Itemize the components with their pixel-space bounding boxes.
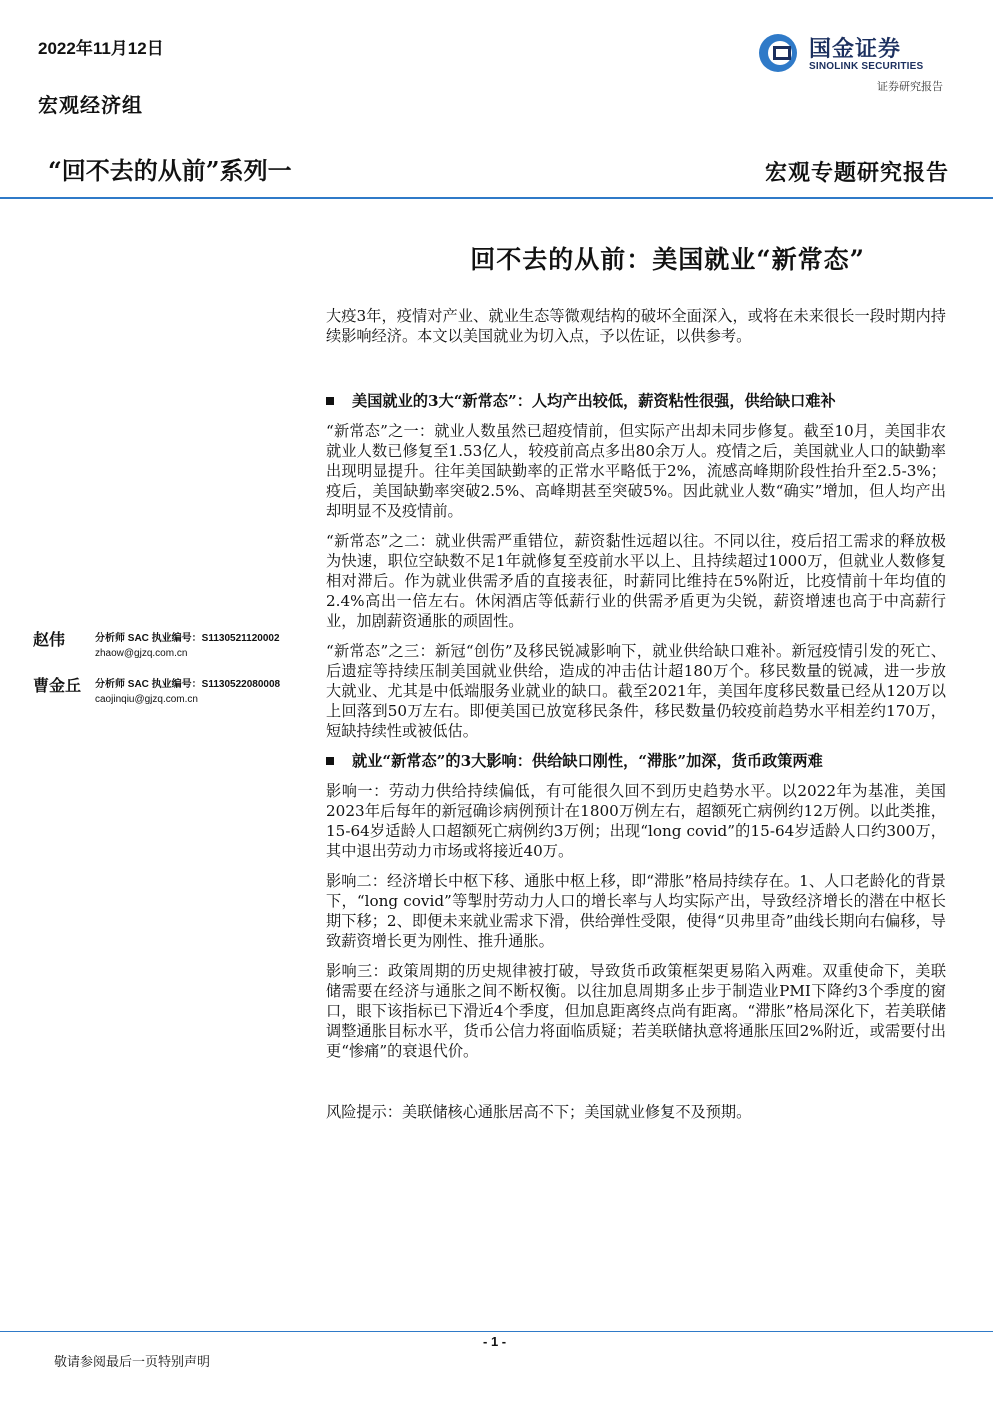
paragraph: “新常态”之二：就业供需严重错位，薪资黏性远超以往。不同以往，疫后招工需求的释放极为快速，职位空缺数不足1年就修复至疫前水平以上、且持续超过1000万，但就业人数修复相对滞后。作为就业供需矛盾的直接表征，时薪同比维持在5%附近，比疫情前十年均值的2.4%高出一倍左右。休闲酒店等低薪行业的供需矛盾更为尖锐，薪资增速也高于中高薪行业，加剧薪资通胀的顽固性。 <box>326 532 946 630</box>
square-bullet-icon <box>326 397 334 405</box>
analyst-info <box>95 677 280 707</box>
report-title: 回不去的从前：美国就业“新常态” <box>470 245 865 274</box>
section-heading-1 <box>326 391 836 411</box>
analyst-sac-id: S1130522080008 <box>201 679 281 690</box>
header-divider <box>0 197 993 199</box>
logo-chinese-name: 国金证券 <box>809 37 902 62</box>
report-type: 宏观专题研究报告 <box>764 160 949 186</box>
paragraph: “新常态”之一：就业人数虽然已超疫情前，但实际产出却未同步修复。截至10月，美国非农就业人数已修复至1.53亿人，较疫前高点多出80余万人。疫情之后，美国就业人口的缺勤率出现明显提升。往年美国缺勤率的正常水平略低于2%，流感高峰期阶段性抬升至2.5-3%；疫后，美国缺勤率突破2.5%、高峰期甚至突破5%。因此就业人数“确实”增加，但人均产出却明显不及疫情前。 <box>326 422 946 520</box>
analyst-info <box>95 631 280 661</box>
risk-warning: 风险提示：美联储核心通胀居高不下；美国就业修复不及预期。 <box>326 1103 752 1121</box>
square-bullet-icon <box>326 757 334 765</box>
page-number: - 1 - <box>483 1334 507 1349</box>
analyst-name: 曹金丘 <box>33 676 82 695</box>
abstract <box>326 306 946 346</box>
analyst-name: 赵伟 <box>33 630 66 649</box>
research-group: 宏观经济组 <box>38 93 143 117</box>
section-heading-text: 美国就业的3大“新常态”：人均产出较低，薪资粘性很强，供给缺口难补 <box>352 392 836 410</box>
series-title: “回不去的从前”系列一 <box>48 156 292 185</box>
paragraph: 影响三：政策周期的历史规律被打破，导致货币政策框架更易陷入两难。双重使命下，美联储需要在经济与通胀之间不断权衡。以往加息周期多止步于制造业PMI下降约3个季度的窗口，眼下该指标已下滑近4个季度，但加息距离终点尚有距离。“滞胀”格局深化下，若美联储调整通胀目标水平，货币公信力将面临质疑；若美联储执意将通胀压回2%附近，或需要付出更“惨痛”的衰退代价。 <box>326 962 946 1060</box>
analyst-sac-label: 分析师 SAC 执业编号： <box>95 633 202 644</box>
paragraph: “新常态”之三：新冠“创伤”及移民锐减影响下，就业供给缺口难补。新冠疫情引发的死亡、后遗症等持续压制美国就业供给，造成的冲击估计超180万个。移民数量的锐减，进一步放大就业、尤其是中低端服务业就业的缺口。截至2021年，美国年度移民数量已经从120万以上回落到50万左右。即便美国已放宽移民条件，移民数量仍较疫前趋势水平相差约170万，短缺持续性或被低估。 <box>326 642 946 740</box>
company-logo <box>757 30 947 76</box>
section-body-2 <box>326 781 946 1061</box>
paragraph: 影响一：劳动力供给持续偏低，有可能很久回不到历史趋势水平。以2022年为基准，美国2023年后每年的新冠确诊病例预计在1800万例左右，超额死亡病例约12万例。以此类推，15-64岁适龄人口超额死亡病例约3万例；出现“long covid”的15-64岁适龄人口约300万，其中退出劳动力市场或将接近40万。 <box>326 782 946 860</box>
section-heading-2 <box>326 751 823 771</box>
footer-disclaimer: 敬请参阅最后一页特别声明 <box>54 1355 211 1370</box>
analyst-sac-label: 分析师 SAC 执业编号： <box>95 679 202 690</box>
footer-divider <box>0 1331 993 1332</box>
section-heading-text: 就业“新常态”的3大影响：供给缺口刚性，“滞胀”加深，货币政策两难 <box>352 752 823 770</box>
analyst-email[interactable]: zhaow@gjzq.com.cn <box>95 648 188 659</box>
logo-english-name: SINOLINK SECURITIES <box>809 61 924 72</box>
analyst-email[interactable]: caojinqiu@gjzq.com.cn <box>95 694 198 705</box>
report-date: 2022年11月12日 <box>38 39 164 58</box>
paragraph: 影响二：经济增长中枢下移、通胀中枢上移，即“滞胀”格局持续存在。1、人口老龄化的背景下，“long covid”等掣肘劳动力人口的增长率与人均实际产出，导致经济增长的潜在中枢长期下移；2、即便未来就业需求下滑，供给弹性受限，使得“贝弗里奇”曲线长期向右偏移，导致薪资增长更为刚性、推升通胀。 <box>326 872 946 950</box>
sinolink-logo-icon <box>757 32 799 74</box>
section-body-1 <box>326 421 946 741</box>
analyst-sac-id: S1130521120002 <box>201 633 280 644</box>
logo-subtitle: 证券研究报告 <box>877 80 943 93</box>
abstract-text: 大疫3年，疫情对产业、就业生态等微观结构的破坏全面深入，或将在未来很长一段时期内持续影响经济。本文以美国就业为切入点，予以佐证，以供参考。 <box>326 307 946 345</box>
